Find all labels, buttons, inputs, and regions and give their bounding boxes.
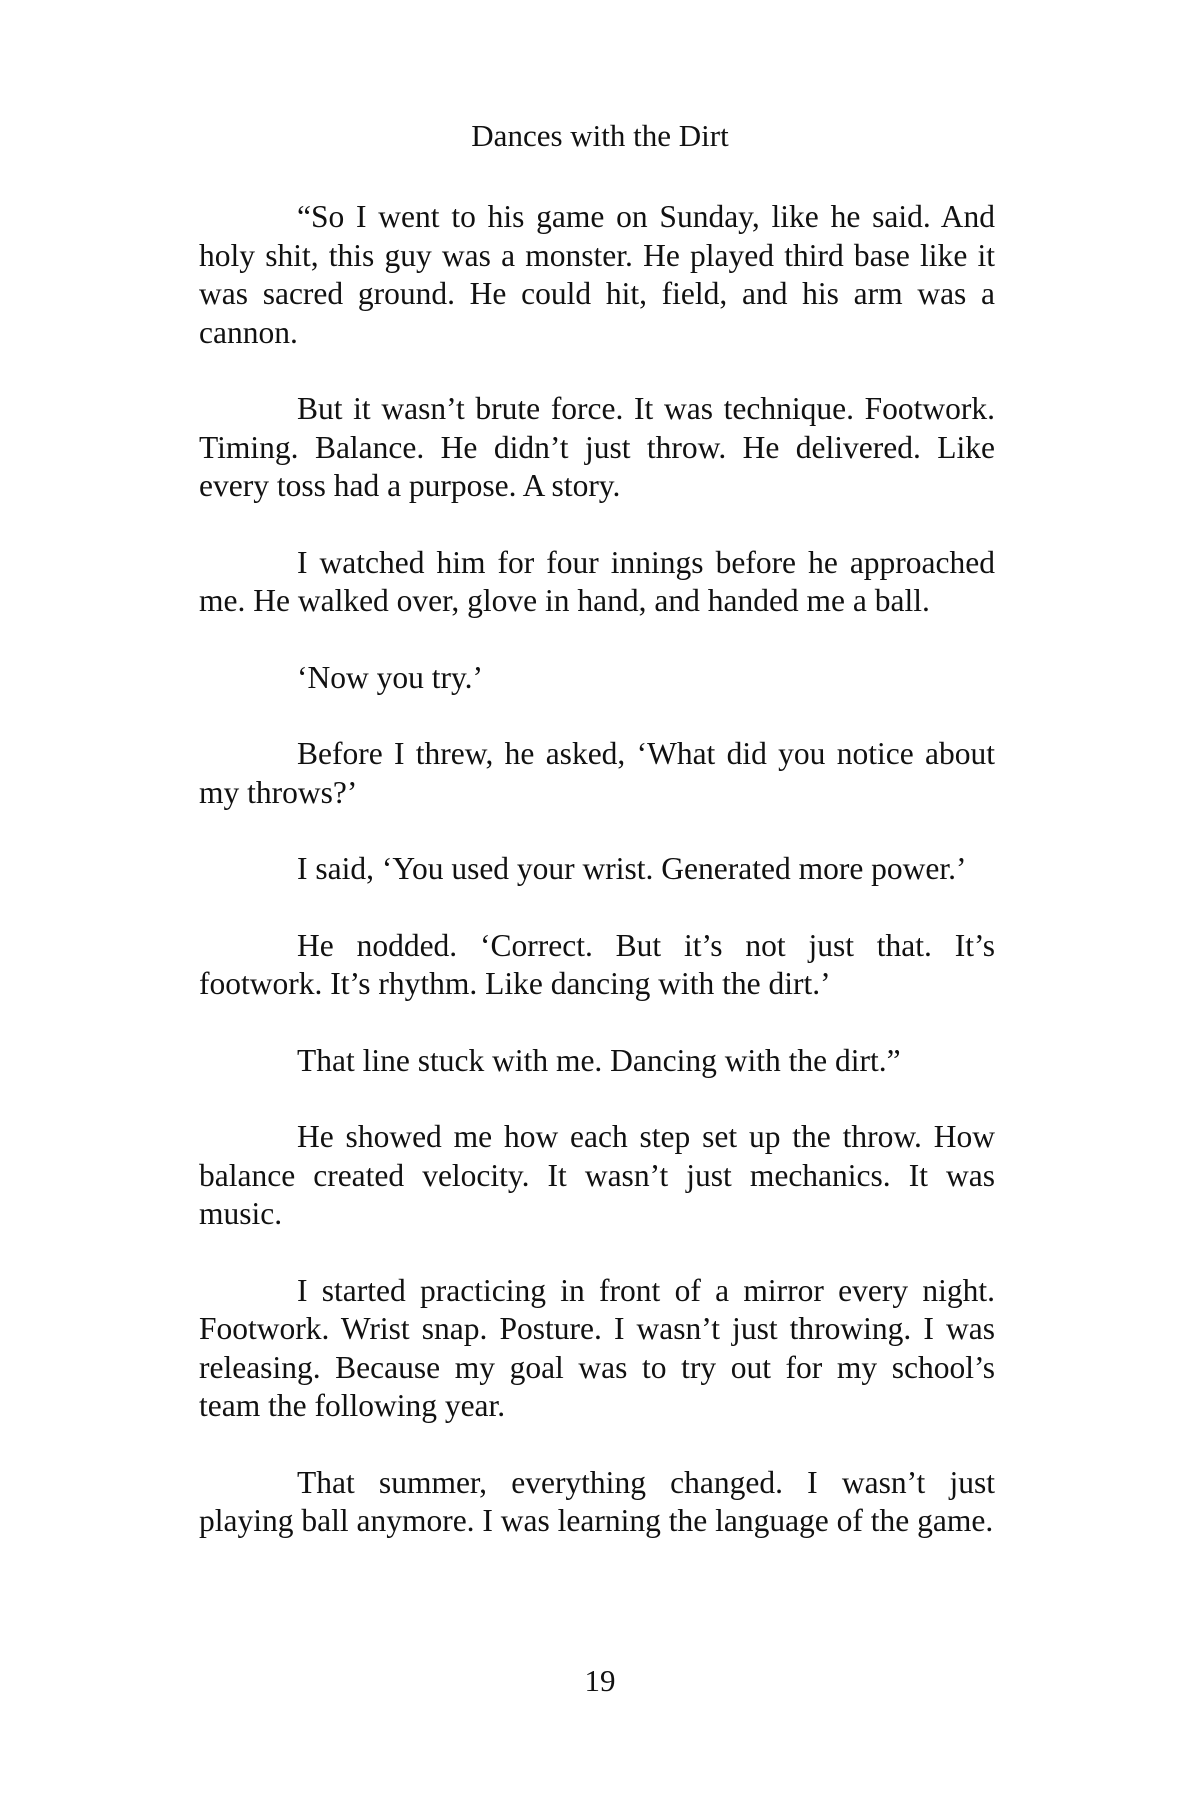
paragraph: But it wasn’t brute force. It was technique. Footwork. Timing. Balance. He didn’t just throw. He delivered. Like every toss had a purpose. A story. bbox=[199, 391, 995, 503]
paragraph: I watched him for four innings before he approached me. He walked over, glove in hand, and handed me a ball. bbox=[199, 544, 995, 618]
paragraph: I said, ‘You used your wrist. Generated more power.’ bbox=[297, 851, 967, 886]
paragraph: He showed me how each step set up the throw. How balance created velocity. It wasn’t just mechanics. It was music. bbox=[199, 1119, 995, 1231]
body-text bbox=[199, 198, 995, 1579]
paragraph: That line stuck with me. Dancing with the dirt.” bbox=[297, 1042, 901, 1078]
paragraph: He nodded. ‘Correct. But it’s not just that. It’s footwork. It’s rhythm. Like dancing with the dirt.’ bbox=[199, 927, 995, 1001]
paragraph: I started practicing in front of a mirror every night. Footwork. Wrist snap. Posture. I wasn’t just throwing. I was releasing. Because my goal was to try out for my school’s team the following year. bbox=[199, 1272, 995, 1423]
running-header-title: Dances with the Dirt bbox=[471, 118, 729, 153]
paragraph: “So I went to his game on Sunday, like he said. And holy shit, this guy was a monster. He played third base like it was sacred ground. He could hit, field, and his arm was a cannon. bbox=[199, 199, 995, 350]
page-number: 19 bbox=[584, 1663, 616, 1698]
paragraph: Before I threw, he asked, ‘What did you notice about my throws?’ bbox=[199, 736, 995, 810]
paragraph: That summer, everything changed. I wasn’t just playing ball anymore. I was learning the language of the game. bbox=[199, 1464, 995, 1538]
paragraph: ‘Now you try.’ bbox=[297, 659, 484, 695]
